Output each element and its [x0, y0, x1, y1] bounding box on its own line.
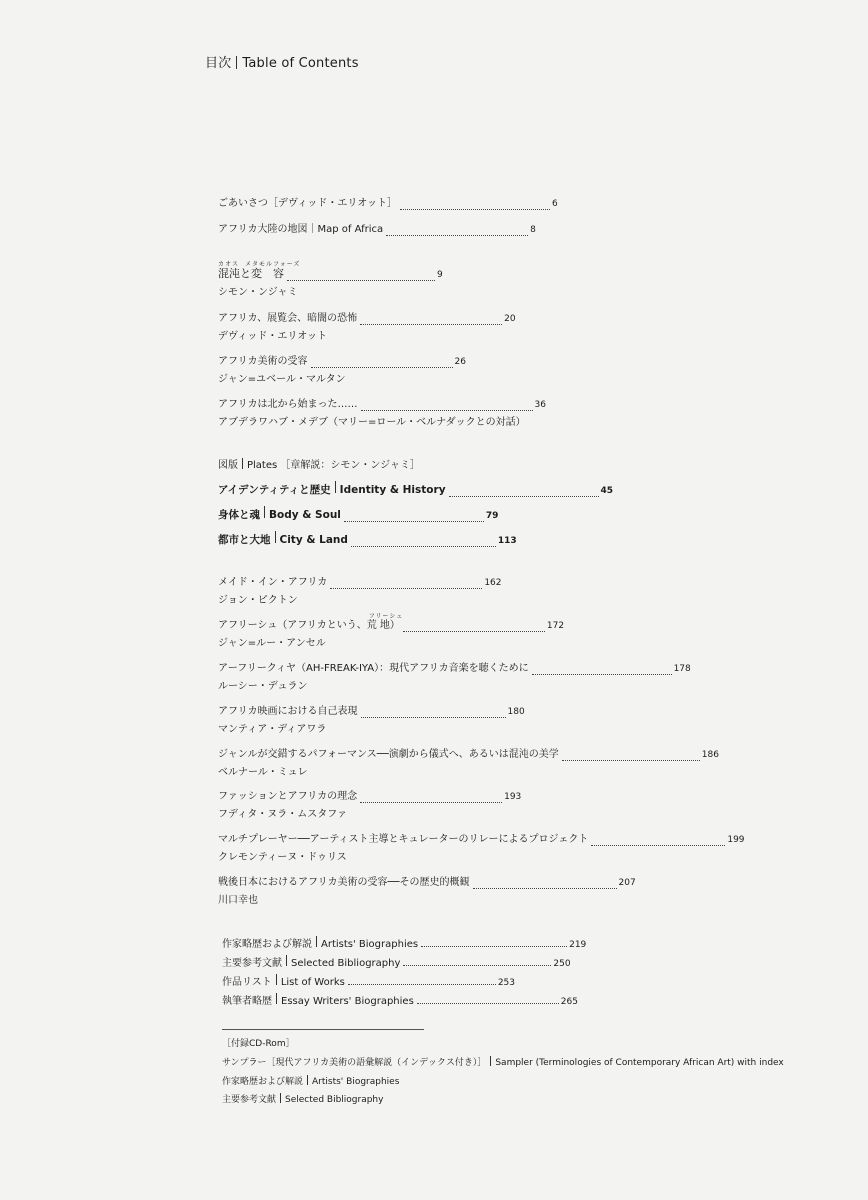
leader-dots — [400, 209, 550, 210]
chapter-title-jp: アイデンティティと歴史 — [218, 484, 331, 496]
entry-title: ごあいさつ［デヴィッド・エリオット］ — [218, 198, 397, 209]
page-number: 253 — [497, 978, 516, 988]
page-number: 45 — [600, 486, 614, 496]
entry-author: デヴィッド・エリオット — [218, 331, 327, 342]
entry-author: 川口幸也 — [218, 895, 258, 906]
entry-title: アフリカ大陸の地図｜Map of Africa — [218, 224, 384, 235]
toc-chapter-body[interactable] — [218, 506, 498, 525]
chapter-title-jp: 身体と魂 — [218, 509, 260, 521]
toc-back-item[interactable] — [222, 954, 571, 969]
leader-dots — [473, 888, 617, 889]
leader-dots — [562, 760, 700, 761]
page-number: 265 — [560, 997, 578, 1007]
plates-heading: 図版 Plates ［章解説：シモン・ンジャミ］ — [218, 460, 420, 471]
page-number: 250 — [553, 959, 571, 969]
back-title-jp: 作家略歴および解説 — [222, 939, 312, 950]
toc-entry[interactable] — [218, 746, 719, 781]
toc-entry[interactable] — [218, 874, 636, 909]
cd-rom-item[interactable]: 主要参考文献 Selected Bibliography — [222, 1095, 384, 1105]
entry-title: アフリカ、展覧会、暗闇の恐怖 — [218, 313, 358, 324]
toc-entry[interactable] — [218, 310, 516, 345]
leader-dots — [351, 546, 496, 547]
leader-dots — [348, 984, 496, 985]
entry-title: アフリーシュ（アフリカという、 — [218, 620, 367, 631]
leader-dots — [532, 674, 672, 675]
leader-dots — [344, 521, 484, 522]
toc-back-item[interactable] — [222, 935, 586, 950]
entry-title: アフリカ美術の受容 — [218, 356, 308, 367]
entry-author: ジャン=ルー・アンセル — [218, 638, 326, 649]
toc-entry-map[interactable] — [218, 221, 536, 239]
toc-chapter-city[interactable] — [218, 531, 517, 550]
chapter-title-en: Identity & History — [339, 484, 446, 496]
page-number: 162 — [484, 578, 502, 588]
page-number: 219 — [569, 940, 587, 950]
entry-author: ジャン=ユベール・マルタン — [218, 374, 346, 385]
leader-dots — [311, 367, 453, 368]
back-title-jp: 執筆者略歴 — [222, 996, 272, 1007]
entry-author: マンティア・ディアワラ — [218, 724, 327, 735]
toc-chapter-identity[interactable] — [218, 481, 613, 500]
toc-entry[interactable] — [218, 660, 691, 695]
leader-dots — [449, 496, 599, 497]
leader-dots — [360, 324, 502, 325]
entry-title-ruby: フリーシュ 荒 地 — [366, 613, 404, 631]
page-number: 172 — [546, 621, 565, 631]
entry-title: ファッションとアフリカの理念 — [218, 791, 358, 802]
back-title-en: Selected Bibliography — [291, 958, 401, 969]
leader-dots — [287, 280, 435, 281]
entry-title: 戦後日本におけるアフリカ美術の受容──その歴史的概観 — [218, 877, 470, 888]
entry-title: メイド・イン・アフリカ — [218, 577, 328, 588]
page-number: 178 — [673, 664, 691, 674]
entry-author: ジョン・ピクトン — [218, 595, 298, 606]
page-number: 26 — [454, 357, 466, 367]
toc-entry[interactable] — [218, 703, 525, 738]
toc-entry[interactable] — [218, 574, 502, 609]
entry-author: シモン・ンジャミ — [218, 287, 298, 298]
leader-dots — [417, 1003, 559, 1004]
cd-rom-item[interactable]: サンプラー［現代アフリカ美術の語彙解説（インデックス付き）］ Sampler (Terminologies of Contemporary African Art) with index — [222, 1058, 784, 1068]
toc-entry[interactable] — [218, 353, 466, 388]
entry-title-part2: メタモルフォーズ 変 容 — [251, 265, 284, 282]
leader-dots — [360, 802, 502, 803]
ruby-text: メタモルフォーズ — [245, 261, 301, 268]
page-number: 6 — [552, 199, 558, 209]
page-title — [205, 52, 359, 71]
entry-author: フディタ・ヌラ・ムスタファ — [218, 809, 347, 820]
title-jp: 目次 — [205, 56, 232, 71]
back-title-en: List of Works — [280, 977, 345, 988]
leader-dots — [421, 946, 567, 947]
ruby-text: カオス — [218, 261, 239, 268]
chapter-title-en: Body & Soul — [269, 509, 341, 521]
entry-author: ベルナール・ミュレ — [218, 767, 308, 778]
leader-dots — [403, 631, 545, 632]
toc-entry[interactable]: アフリーシュ（アフリカという、 フリーシュ 荒 地 ） 172 ジャン=ルー・アンセル — [218, 617, 564, 652]
leader-dots — [361, 717, 506, 718]
page-number: 79 — [485, 511, 499, 521]
page-number: 113 — [497, 536, 517, 546]
leader-dots — [386, 235, 528, 236]
leader-dots — [403, 965, 551, 966]
toc-entry-greeting[interactable] — [218, 195, 558, 213]
divider-rule — [222, 1029, 424, 1030]
chapter-title-en: City & Land — [279, 534, 348, 546]
entry-title: アーフリークィヤ（AH-FREAK-IYA）：現代アフリカ音楽を聴くために — [218, 663, 529, 674]
entry-author: ルーシー・デュラン — [218, 681, 308, 692]
entry-author: クレモンティーヌ・ドゥリス — [218, 852, 347, 863]
page-number: 8 — [530, 225, 536, 235]
toc-entry-chaos[interactable] — [218, 261, 443, 301]
cd-rom-heading: ［付録CD-Rom］ — [222, 1039, 295, 1049]
page-number: 186 — [701, 750, 719, 760]
toc-entry[interactable] — [218, 396, 546, 431]
leader-dots — [591, 845, 725, 846]
page-number: 9 — [437, 270, 443, 280]
back-title-en: Artists' Biographies — [321, 939, 419, 950]
cd-rom-item[interactable]: 作家略歴および解説 Artists' Biographies — [222, 1077, 400, 1087]
leader-dots — [361, 410, 533, 411]
toc-entry[interactable] — [218, 788, 521, 823]
back-title-en: Essay Writers' Biographies — [281, 996, 414, 1007]
entry-author: アブデラワハブ・メデブ（マリー=ロール・ベルナダックとの対話） — [218, 417, 526, 428]
page-number: 207 — [618, 878, 636, 888]
page-number: 36 — [534, 400, 546, 410]
back-title-jp: 作品リスト — [222, 977, 272, 988]
entry-title: ジャンルが交錯するパフォーマンス──演劇から儀式へ、あるいは混沌の美学 — [218, 749, 559, 760]
leader-dots — [330, 588, 482, 589]
page-number: 199 — [727, 835, 745, 845]
entry-title: マルチプレーヤー──アーティスト主導とキュレーターのリレーによるプロジェクト — [218, 834, 589, 845]
page-number: 193 — [504, 792, 522, 802]
toc-entry[interactable] — [218, 831, 745, 866]
page-number: 20 — [504, 314, 516, 324]
back-title-jp: 主要参考文献 — [222, 958, 282, 969]
title-en: Table of Contents — [242, 56, 359, 71]
entry-title: アフリカは北から始まった…… — [218, 399, 358, 410]
chapter-title-jp: 都市と大地 — [218, 534, 271, 546]
toc-back-item[interactable] — [222, 973, 515, 988]
entry-title-part1: カオス 混沌と — [218, 265, 251, 282]
title-divider — [236, 56, 237, 69]
toc-back-item[interactable] — [222, 992, 578, 1007]
page-number: 180 — [507, 707, 525, 717]
entry-title: アフリカ映画における自己表現 — [218, 706, 358, 717]
